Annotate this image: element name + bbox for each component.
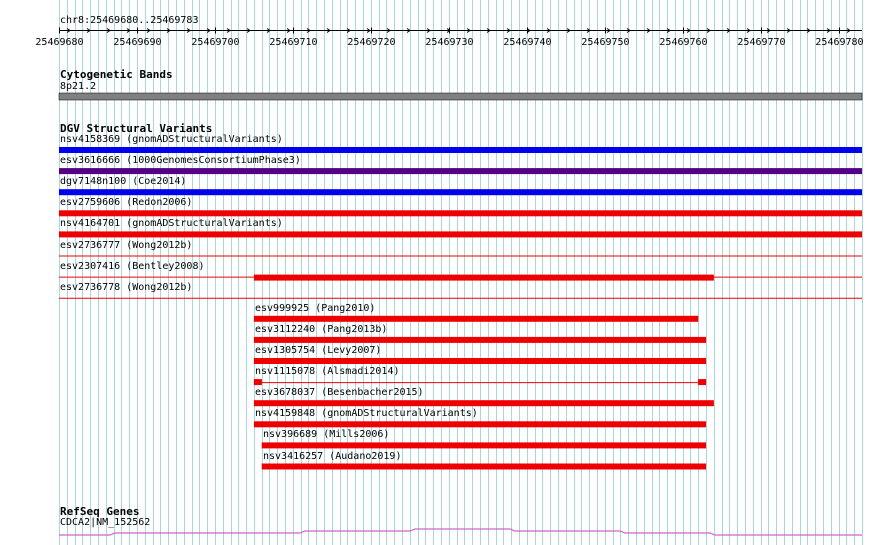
ruler-tick-label: 25469780	[815, 37, 864, 48]
dgv-feature-label[interactable]: nsv3416257 (Audano2019)	[263, 451, 402, 462]
dgv-feature-label[interactable]: dgv7148n100 (Coe2014)	[60, 176, 187, 187]
variant-bar	[254, 400, 714, 406]
dgv-feature-label[interactable]: nsv1115078 (Alsmadi2014)	[255, 366, 400, 377]
dgv-feature-label[interactable]: esv1305754 (Levy2007)	[255, 345, 382, 356]
ruler-tick-label: 25469770	[737, 37, 786, 48]
variant-bar	[254, 316, 698, 322]
position-ruler	[35, 28, 863, 49]
variant-bar	[254, 358, 706, 364]
variant-inner-bar	[254, 275, 714, 281]
ruler-tick-label: 25469750	[581, 37, 630, 48]
dgv-track	[59, 147, 862, 470]
ruler-tick-label: 25469760	[659, 37, 708, 48]
dgv-feature-label[interactable]: esv2736778 (Wong2012b)	[60, 282, 193, 293]
variant-bar	[262, 442, 706, 448]
cytoband-label[interactable]: 8p21.2	[60, 81, 97, 92]
refseq-gene-label[interactable]: CDCA2|NM_152562	[60, 517, 151, 528]
dgv-feature-label[interactable]: esv3112240 (Pang2013b)	[255, 324, 388, 335]
variant-bar	[59, 147, 862, 153]
variant-bar	[254, 421, 706, 427]
cytoband-track-title: Cytogenetic Bands	[60, 68, 173, 81]
ruler-tick-label: 25469740	[503, 37, 552, 48]
dgv-feature-label[interactable]: nsv4158369 (gnomADStructuralVariants)	[60, 134, 283, 145]
dgv-feature-label[interactable]: esv999925 (Pang2010)	[255, 303, 376, 314]
ruler-tick-label: 25469730	[425, 37, 474, 48]
ruler-tick-label: 25469680	[35, 37, 84, 48]
dgv-feature-label[interactable]: nsv396689 (Mills2006)	[263, 429, 390, 440]
variant-bar	[59, 168, 862, 174]
dgv-feature-label[interactable]: nsv4164701 (gnomADStructuralVariants)	[60, 218, 283, 229]
dgv-feature-label[interactable]: nsv4159848 (gnomADStructuralVariants)	[255, 408, 478, 419]
ruler-tick-label: 25469700	[191, 37, 240, 48]
variant-block	[698, 379, 706, 385]
variant-bar	[59, 210, 862, 216]
cytoband-bar	[59, 93, 862, 100]
variant-bar	[262, 464, 706, 470]
dgv-track-title: DGV Structural Variants	[60, 122, 213, 135]
ruler-range-label: chr8:25469680..25469783	[60, 15, 199, 26]
dgv-feature-label[interactable]: esv2759606 (Redon2006)	[60, 197, 193, 208]
variant-block	[254, 379, 262, 385]
refseq-gene-line	[59, 529, 862, 535]
ruler-tick-label: 25469710	[269, 37, 318, 48]
cytoband-track	[59, 93, 862, 100]
variant-bar	[254, 337, 706, 343]
dgv-feature-label[interactable]: esv2736777 (Wong2012b)	[60, 240, 193, 251]
dgv-feature-label[interactable]: esv3616666 (1000GenomesConsortiumPhase3)	[60, 155, 301, 166]
ruler-tick-label: 25469690	[113, 37, 162, 48]
variant-bar	[59, 231, 862, 237]
ruler-tick-label: 25469720	[347, 37, 396, 48]
variant-bar	[59, 189, 862, 195]
dgv-feature-label[interactable]: esv2307416 (Bentley2008)	[60, 261, 205, 272]
refseq-track-title: RefSeq Genes	[60, 505, 140, 518]
dgv-feature-label[interactable]: esv3678037 (Besenbacher2015)	[255, 387, 424, 398]
refseq-track	[59, 529, 862, 535]
